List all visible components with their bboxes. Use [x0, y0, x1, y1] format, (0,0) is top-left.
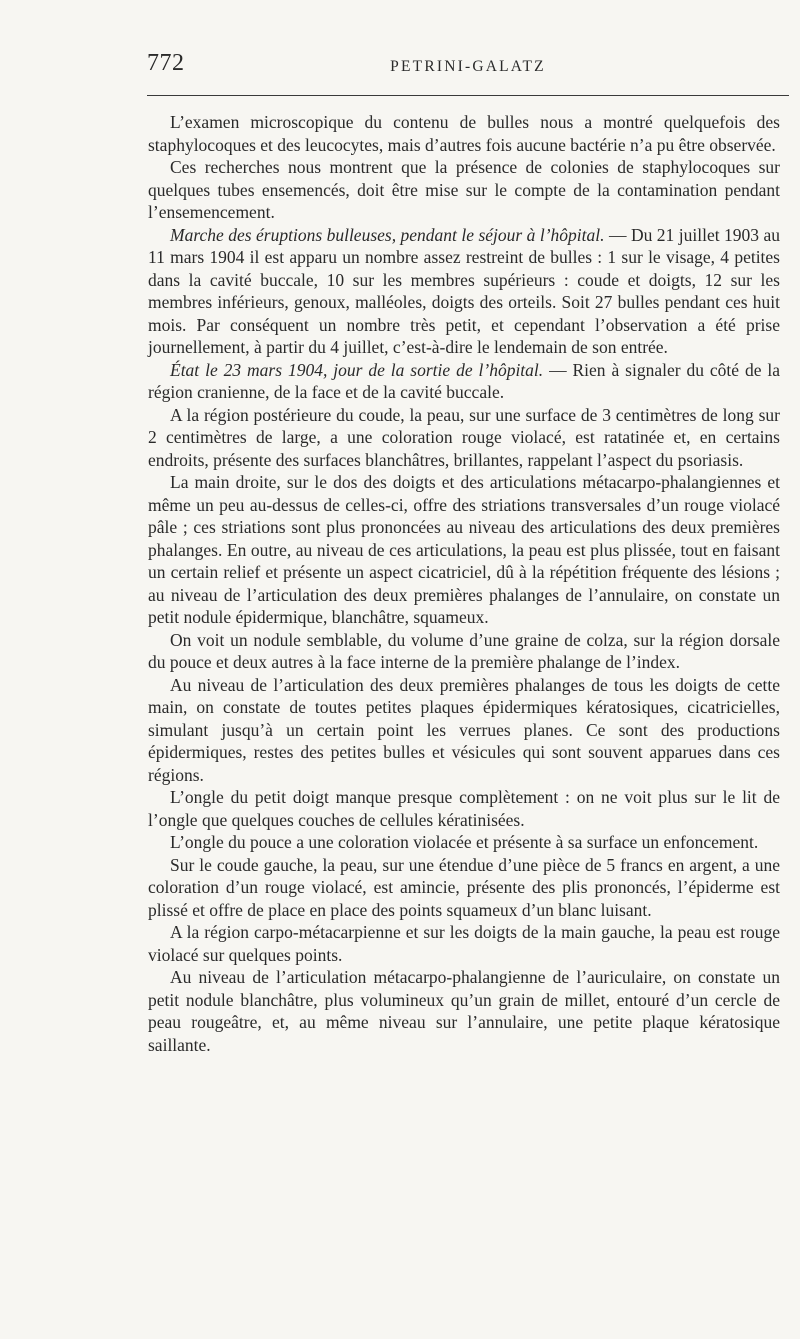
paragraph	[148, 674, 780, 787]
paragraph	[148, 966, 780, 1056]
paragraph	[148, 359, 780, 404]
paragraph-text: On voit un nodule semblable, du volume d’une graine de colza, sur la région dorsale du pouce et deux autres à la face interne de la première phalange de l’index.	[148, 629, 780, 672]
page-number: 772	[147, 50, 185, 76]
paragraph-text: L’examen microscopique du contenu de bulles nous a montré quelquefois des staphylocoques et des leucocytes, mais d’autres fois aucune bactérie n’a pu être observée.	[148, 112, 780, 155]
section-heading: État le 23 mars 1904, jour de la sortie de l’hôpital.	[170, 359, 544, 380]
paragraph	[148, 831, 780, 854]
page-header	[147, 50, 789, 80]
paragraph-text: Au niveau de l’articulation métacarpo-phalangienne de l’auriculaire, on constate un petit nodule blanchâtre, plus volumineux qu’un grain de millet, entouré d’un cercle de peau rougeâtre, et, au même niveau sur l’annulaire, une petite plaque kératosique saillante.	[148, 967, 780, 1055]
paragraph	[148, 224, 780, 359]
paragraph-text: La main droite, sur le dos des doigts et des articulations métacarpo-phalangiennes et même un peu au-dessus de celles-ci, offre des striations transversales d’un rouge violacé pâle ; ces striations sont plus prononcées au niveau des articulations des deux premières phalanges. En outre, au niveau de ces articulations, la peau est plus plissée, tout en faisant un certain relief et présente un aspect cicatriciel, dû à la répétition fréquente des lésions ; au niveau de l’articulation des deux premières phalanges de l’annulaire, on constate un petit nodule épidermique, blanchâtre, squameux.	[148, 472, 780, 627]
paragraph	[148, 921, 780, 966]
paragraph	[148, 854, 780, 922]
paragraph-text: Au niveau de l’articulation des deux premières phalanges de tous les doigts de cette main, on constate de toutes petites plaques épidermiques kératosiques, cicatricielles, simulant jusqu’à un certain point les verrues planes. Ce sont des productions épidermiques, restes des petites bulles et vésicules qui sont souvent apparues dans ces régions.	[148, 674, 780, 785]
paragraph	[148, 471, 780, 629]
running-head: PETRINI-GALATZ	[390, 58, 546, 75]
paragraph	[148, 111, 780, 156]
paragraph	[148, 629, 780, 674]
paragraph-text: A la région carpo-métacarpienne et sur les doigts de la main gauche, la peau est rouge violacé sur quelques points.	[148, 922, 780, 965]
paragraph	[148, 404, 780, 472]
paragraph-text: — Rien à signaler du côté de la région cranienne, de la face et de la cavité buccale.	[148, 359, 781, 402]
paragraph	[148, 156, 780, 224]
paragraph-text: Ces recherches nous montrent que la présence de colonies de staphylocoques sur quelques tubes ensemencés, doit être mise sur le compte de la contamination pendant l’ensemencement.	[148, 157, 780, 222]
paragraph	[148, 786, 780, 831]
paragraph-text: A la région postérieure du coude, la peau, sur une surface de 3 centimètres de long sur 2 centimètres de large, a une coloration rouge violacé, est ratatinée et, en certains endroits, présente des surfaces blanchâtres, brillantes, rappelant l’aspect du psoriasis.	[148, 404, 780, 470]
paragraph-text: L’ongle du petit doigt manque presque complètement : on ne voit plus sur le lit de l’ongle que quelques couches de cellules kératinisées.	[148, 787, 780, 830]
header-rule	[147, 95, 789, 96]
body-text	[148, 111, 780, 1056]
section-heading: Marche des éruptions bulleuses, pendant le séjour à l’hôpital.	[170, 224, 605, 245]
paragraph-text: — Du 21 juillet 1903 au 11 mars 1904 il est apparu un nombre assez restreint de bulles : 1 sur le visage, 4 petites dans la cavité buccale, 10 sur les membres supérieurs : coude et doigts, 12 sur les membres inférieurs, genoux, malléoles, doigts des orteils. Soit 27 bulles pendant ces huit mois. Par conséquent un nombre très petit, et cependant l’observation a été prise journellement, à partir du 4 juillet, c’est-à-dire le lendemain de son entrée.	[148, 224, 780, 357]
paragraph-text: L’ongle du pouce a une coloration violacée et présente à sa surface un enfoncement.	[170, 832, 759, 852]
paragraph-text: Sur le coude gauche, la peau, sur une étendue d’une pièce de 5 francs en argent, a une coloration d’un rouge violacé, est amincie, présente des plis prononcés, l’épiderme est plissé et offre de place en place des points squameux d’un blanc luisant.	[148, 854, 780, 920]
